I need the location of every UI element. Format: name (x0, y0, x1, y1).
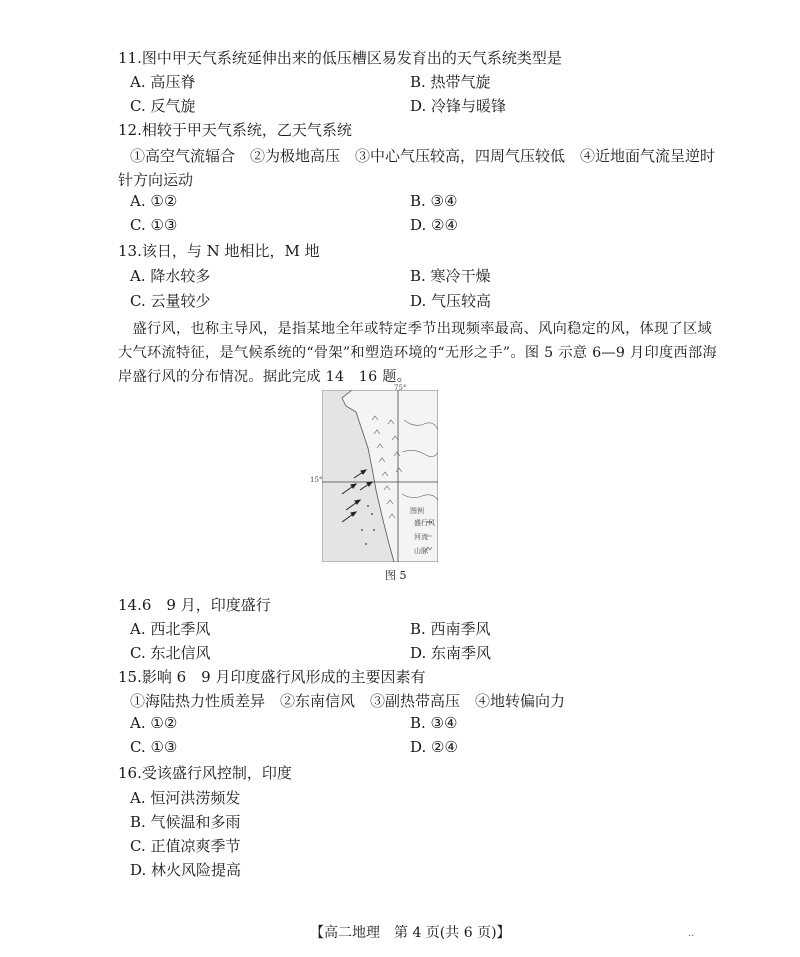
q16-option-d: D. 林火风险提高 (130, 861, 242, 879)
legend-item-mountain: 山脉 (414, 547, 428, 555)
q12-option-c: C. ①③ (130, 216, 178, 234)
q13-option-d: D. 气压较高 (410, 292, 492, 310)
q13-stem: 13.该日，与 N 地相比，M 地 (118, 242, 320, 260)
q16-option-a: A. 恒河洪涝频发 (130, 789, 241, 807)
q15-option-d: D. ②④ (410, 738, 458, 756)
q15-option-a: A. ①② (130, 714, 178, 732)
q16-option-b: B. 气候温和多雨 (130, 813, 241, 831)
passage-line-2: 大气环流特征，是气候系统的“骨架”和塑造环境的“无形之手”。图 5 示意 6—9 月印度西部海 (118, 345, 717, 361)
q14-option-d: D. 东南季风 (410, 644, 492, 662)
q15-option-b: B. ③④ (410, 714, 458, 732)
legend-title: 图例 (410, 507, 424, 515)
q12-statement-line1: ①高空气流辐合 ②为极地高压 ③中心气压较高，四周气压较低 ④近地面气流呈逆时 (130, 147, 716, 165)
figure-caption: 图 5 (385, 569, 407, 582)
passage-line-1: 盛行风，也称主导风，是指某地全年或特定季节出现频率最高、风向稳定的风，体现了区域 (118, 321, 712, 337)
q11-option-a: A. 高压脊 (130, 73, 196, 91)
latitude-label: 15° (310, 476, 323, 484)
page-footer: 【高二地理 第 4 页(共 6 页)】 (310, 925, 511, 941)
q16-stem: 16.受该盛行风控制，印度 (118, 764, 292, 782)
q11-option-d: D. 冷锋与暖锋 (410, 97, 507, 115)
q11-option-c: C. 反气旋 (130, 97, 196, 115)
q16-option-c: C. 正值凉爽季节 (130, 837, 241, 855)
q14-option-c: C. 东北信风 (130, 644, 211, 662)
q14-option-a: A. 西北季风 (130, 620, 211, 638)
q11-option-b: B. 热带气旋 (410, 73, 491, 91)
q13-option-a: A. 降水较多 (130, 267, 211, 285)
q12-option-a: A. ①② (130, 192, 178, 210)
longitude-label: 75° (394, 384, 407, 392)
q15-stem: 15.影响 6 9 月印度盛行风形成的主要因素有 (118, 668, 426, 686)
q12-option-d: D. ②④ (410, 216, 458, 234)
q15-statements: ①海陆热力性质差异 ②东南信风 ③副热带高压 ④地转偏向力 (130, 692, 566, 710)
q13-option-b: B. 寒冷干燥 (410, 267, 491, 285)
q11-stem: 11.图中甲天气系统延伸出来的低压槽区易发育出的天气系统类型是 (118, 49, 562, 67)
q12-stem: 12.相较于甲天气系统，乙天气系统 (118, 121, 352, 139)
q15-option-c: C. ①③ (130, 738, 178, 756)
legend-item-wind: 盛行风 (414, 519, 435, 527)
legend-item-river: 河流 (414, 533, 428, 541)
figure-5-map (310, 384, 438, 562)
q14-stem: 14.6 9 月，印度盛行 (118, 596, 271, 614)
corner-mark: .. (688, 928, 695, 939)
q13-option-c: C. 云量较少 (130, 292, 211, 310)
q14-option-b: B. 西南季风 (410, 620, 491, 638)
q12-option-b: B. ③④ (410, 192, 458, 210)
q12-statement-line2: 针方向运动 (118, 171, 194, 189)
passage-line-3: 岸盛行风的分布情况。据此完成 14 16 题。 (118, 369, 412, 385)
